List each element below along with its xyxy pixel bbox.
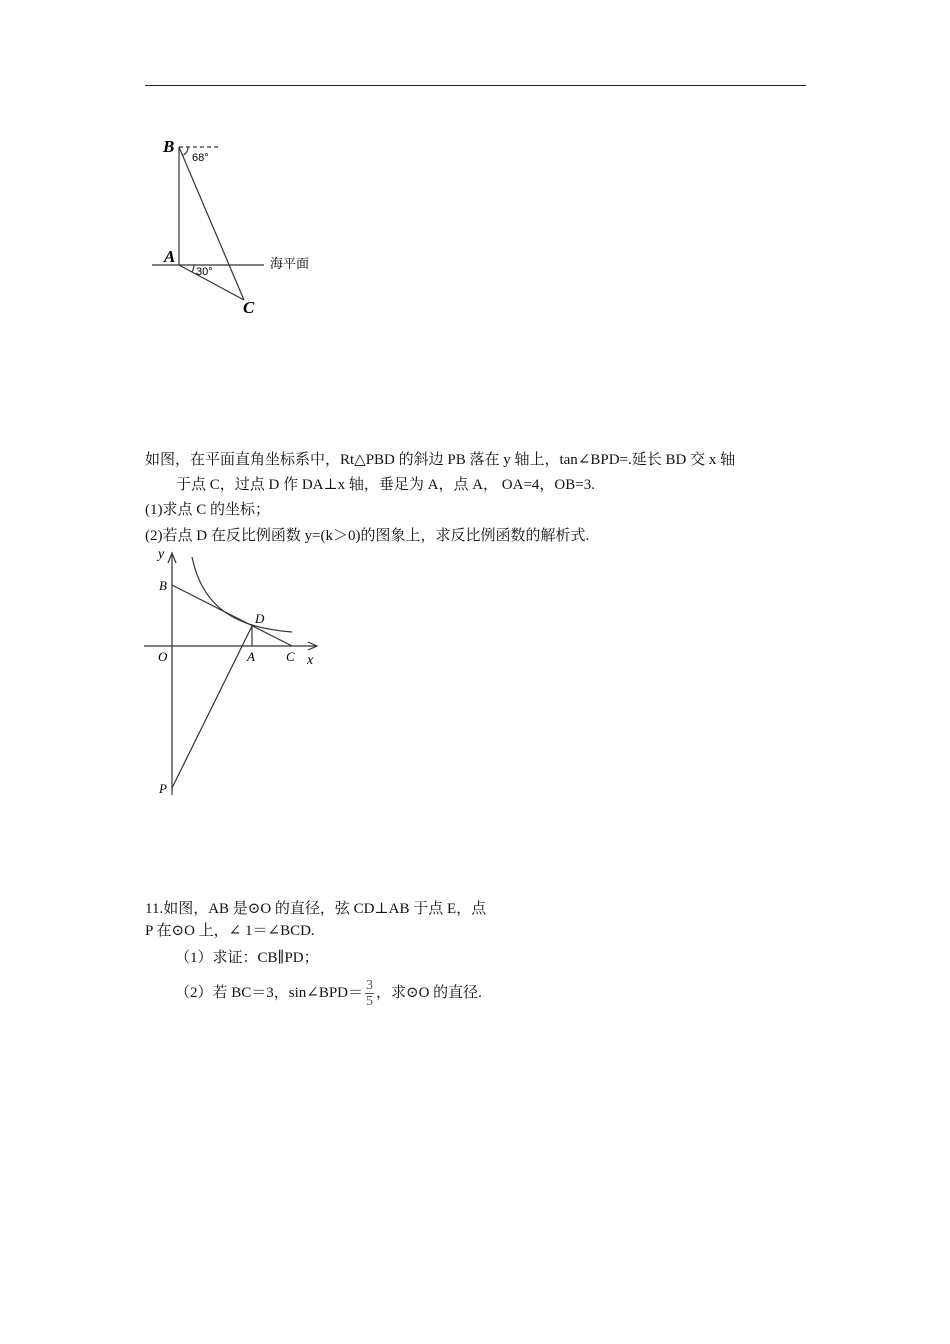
label-a: A: [164, 247, 176, 266]
figure-coordinate-plane: [140, 545, 330, 805]
label-d: D: [255, 611, 265, 626]
angle-30-label: 30°: [196, 266, 213, 278]
q10-part1: (1)求点 C 的坐标；: [145, 502, 270, 518]
q10-line2: 于点 C，过点 D 作 DA⊥x 轴，垂足为 A，点 A， OA=4，OB=3.: [176, 477, 595, 493]
label-c: C: [286, 649, 295, 664]
angle-arc-30: [192, 265, 194, 272]
q11-part2-after: ，求⊙O 的直径.: [376, 984, 482, 1001]
label-x: x: [307, 653, 314, 668]
q11-line2: P 在⊙O 上，∠ 1＝∠BCD.: [145, 923, 315, 939]
sea-level-label: 海平面: [270, 257, 310, 272]
q11-part2: [175, 978, 482, 1009]
segment-pd: [172, 626, 252, 788]
fraction-three-fifths: [365, 978, 374, 1009]
label-b: B: [163, 137, 175, 156]
q10-part2: (2)若点 D 在反比例函数 y=(k＞0)的图象上，求反比例函数的解析式.: [145, 528, 590, 544]
label-b: B: [159, 578, 167, 593]
header-rule: [145, 85, 806, 86]
label-p: P: [159, 781, 167, 796]
label-y: y: [158, 547, 165, 562]
segment-bc: [172, 585, 292, 646]
q11-part2-before: （2）若 BC＝3，sin∠BPD＝: [175, 984, 364, 1001]
q10-line1: 如图，在平面直角坐标系中，Rt△PBD 的斜边 PB 落在 y 轴上，tan∠BPD=.延长 BD 交 x 轴: [145, 452, 736, 468]
fraction-numerator: 3: [366, 978, 374, 993]
figure-sea-level-triangle: [140, 130, 340, 330]
label-o: O: [158, 649, 168, 664]
label-a: A: [247, 649, 255, 664]
hyperbola-curve: [192, 557, 292, 632]
q11-part1: （1）求证：CB∥PD；: [175, 950, 319, 966]
fraction-denominator: 5: [366, 994, 374, 1009]
label-c: C: [243, 298, 255, 317]
angle-arc-68: [184, 147, 189, 155]
angle-68-label: 68°: [192, 152, 209, 164]
q11-line1: 11.如图，AB 是⊙O 的直径，弦 CD⊥AB 于点 E，点: [145, 901, 487, 917]
